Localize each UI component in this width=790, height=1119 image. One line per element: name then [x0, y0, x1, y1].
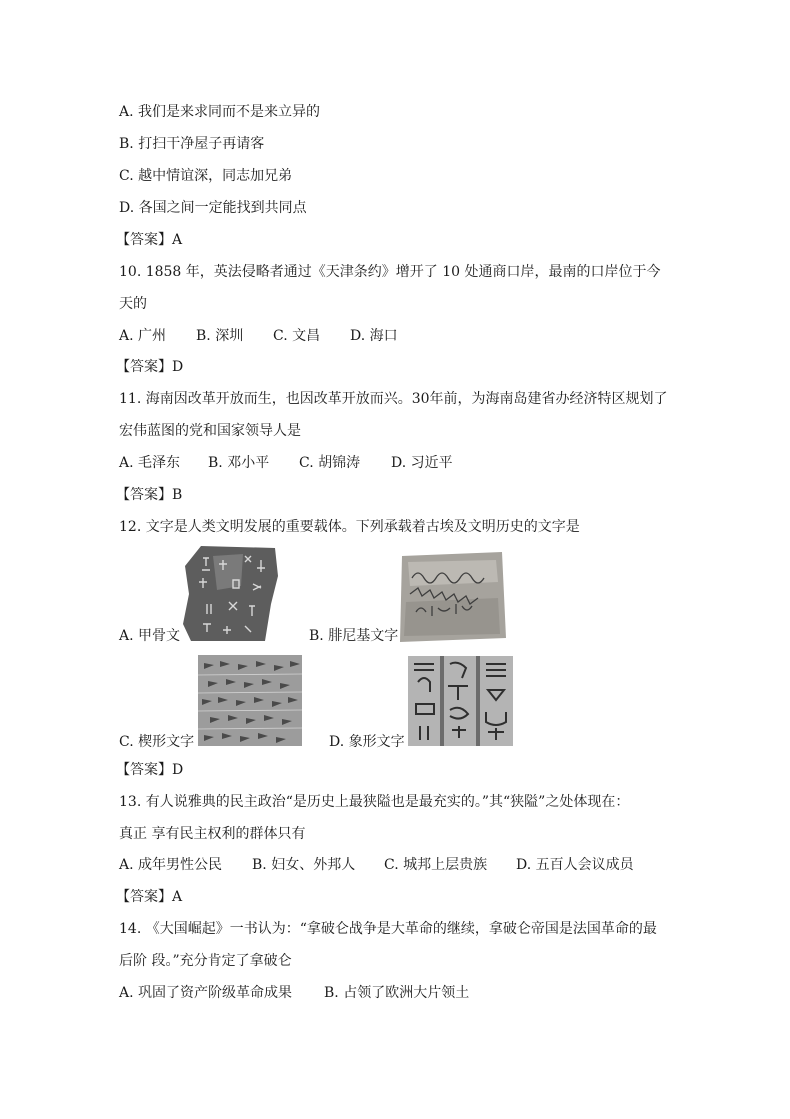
q11-option-a: A. 毛泽东	[119, 455, 181, 471]
phoenician-script-image	[398, 552, 506, 642]
q14-option-a: A. 巩固了资产阶级革命成果	[119, 985, 293, 1001]
q12-option-d: D. 象形文字	[329, 734, 405, 750]
q10-stem-line1: 10. 1858 年，英法侵略者通过《天津条约》增开了 10 处通商口岸，最南的口岸位于今	[119, 264, 661, 280]
q13-options	[119, 856, 634, 874]
q12-option-c: C. 楔形文字	[119, 734, 195, 750]
q14-stem-line1: 14. 《大国崛起》一书认为：“拿破仑战争是大革命的继续，拿破仑帝国是法国革命的最	[119, 921, 657, 937]
q10-stem-line2: 天的	[119, 296, 147, 312]
q12-stem: 12. 文字是人类文明发展的重要载体。下列承载着古埃及文明历史的文字是	[119, 519, 580, 535]
q13-option-d: D. 五百人会议成员	[516, 857, 634, 873]
q11-answer: 【答案】B	[116, 487, 183, 503]
q13-option-b: B. 妇女、外邦人	[252, 857, 356, 873]
q11-option-b: B. 邓小平	[208, 455, 270, 471]
q11-stem-line1: 11. 海南因改革开放而生，也因改革开放而兴。30年前，为海南岛建省办经济特区规划了	[119, 391, 668, 407]
q14-options	[119, 984, 469, 1002]
q11-option-d: D. 习近平	[391, 455, 453, 471]
q9-option-c: C. 越中情谊深，同志加兄弟	[119, 168, 293, 184]
q14-stem-line2: 后阶 段。”充分肯定了拿破仑	[119, 953, 292, 969]
q13-answer: 【答案】A	[116, 889, 183, 905]
q11-stem-line2: 宏伟蓝图的党和国家领导人是	[119, 423, 301, 439]
q10-option-c: C. 文昌	[273, 328, 321, 344]
q13-stem-line1: 13. 有人说雅典的民主政治“是历史上最狭隘也是最充实的。”其“狭隘”之处体现在：	[119, 794, 630, 810]
q14-option-b: B. 占领了欧洲大片领土	[324, 985, 470, 1001]
q10-option-a: A. 广州	[119, 328, 167, 344]
oracle-bone-inscription-image	[183, 546, 283, 641]
q13-stem-line2: 真正 享有民主权利的群体只有	[119, 826, 306, 842]
q12-answer: 【答案】D	[116, 762, 184, 778]
q11-option-c: C. 胡锦涛	[299, 455, 361, 471]
q9-option-d: D. 各国之间一定能找到共同点	[119, 200, 307, 216]
q9-option-a: A. 我们是来求同而不是来立异的	[119, 104, 321, 120]
q12-option-b: B. 腓尼基文字	[309, 628, 399, 644]
q11-options	[119, 454, 453, 472]
q9-option-b: B. 打扫干净屋子再请客	[119, 136, 265, 152]
q10-options	[119, 327, 398, 345]
q12-option-a: A. 甲骨文	[119, 628, 181, 644]
q10-answer: 【答案】D	[116, 359, 184, 375]
q13-option-c: C. 城邦上层贵族	[384, 857, 488, 873]
q10-option-d: D. 海口	[350, 328, 398, 344]
q13-option-a: A. 成年男性公民	[119, 857, 223, 873]
cuneiform-script-image	[198, 655, 302, 746]
hieroglyphic-script-image	[408, 656, 513, 746]
q9-answer: 【答案】A	[116, 232, 183, 248]
q10-option-b: B. 深圳	[196, 328, 244, 344]
